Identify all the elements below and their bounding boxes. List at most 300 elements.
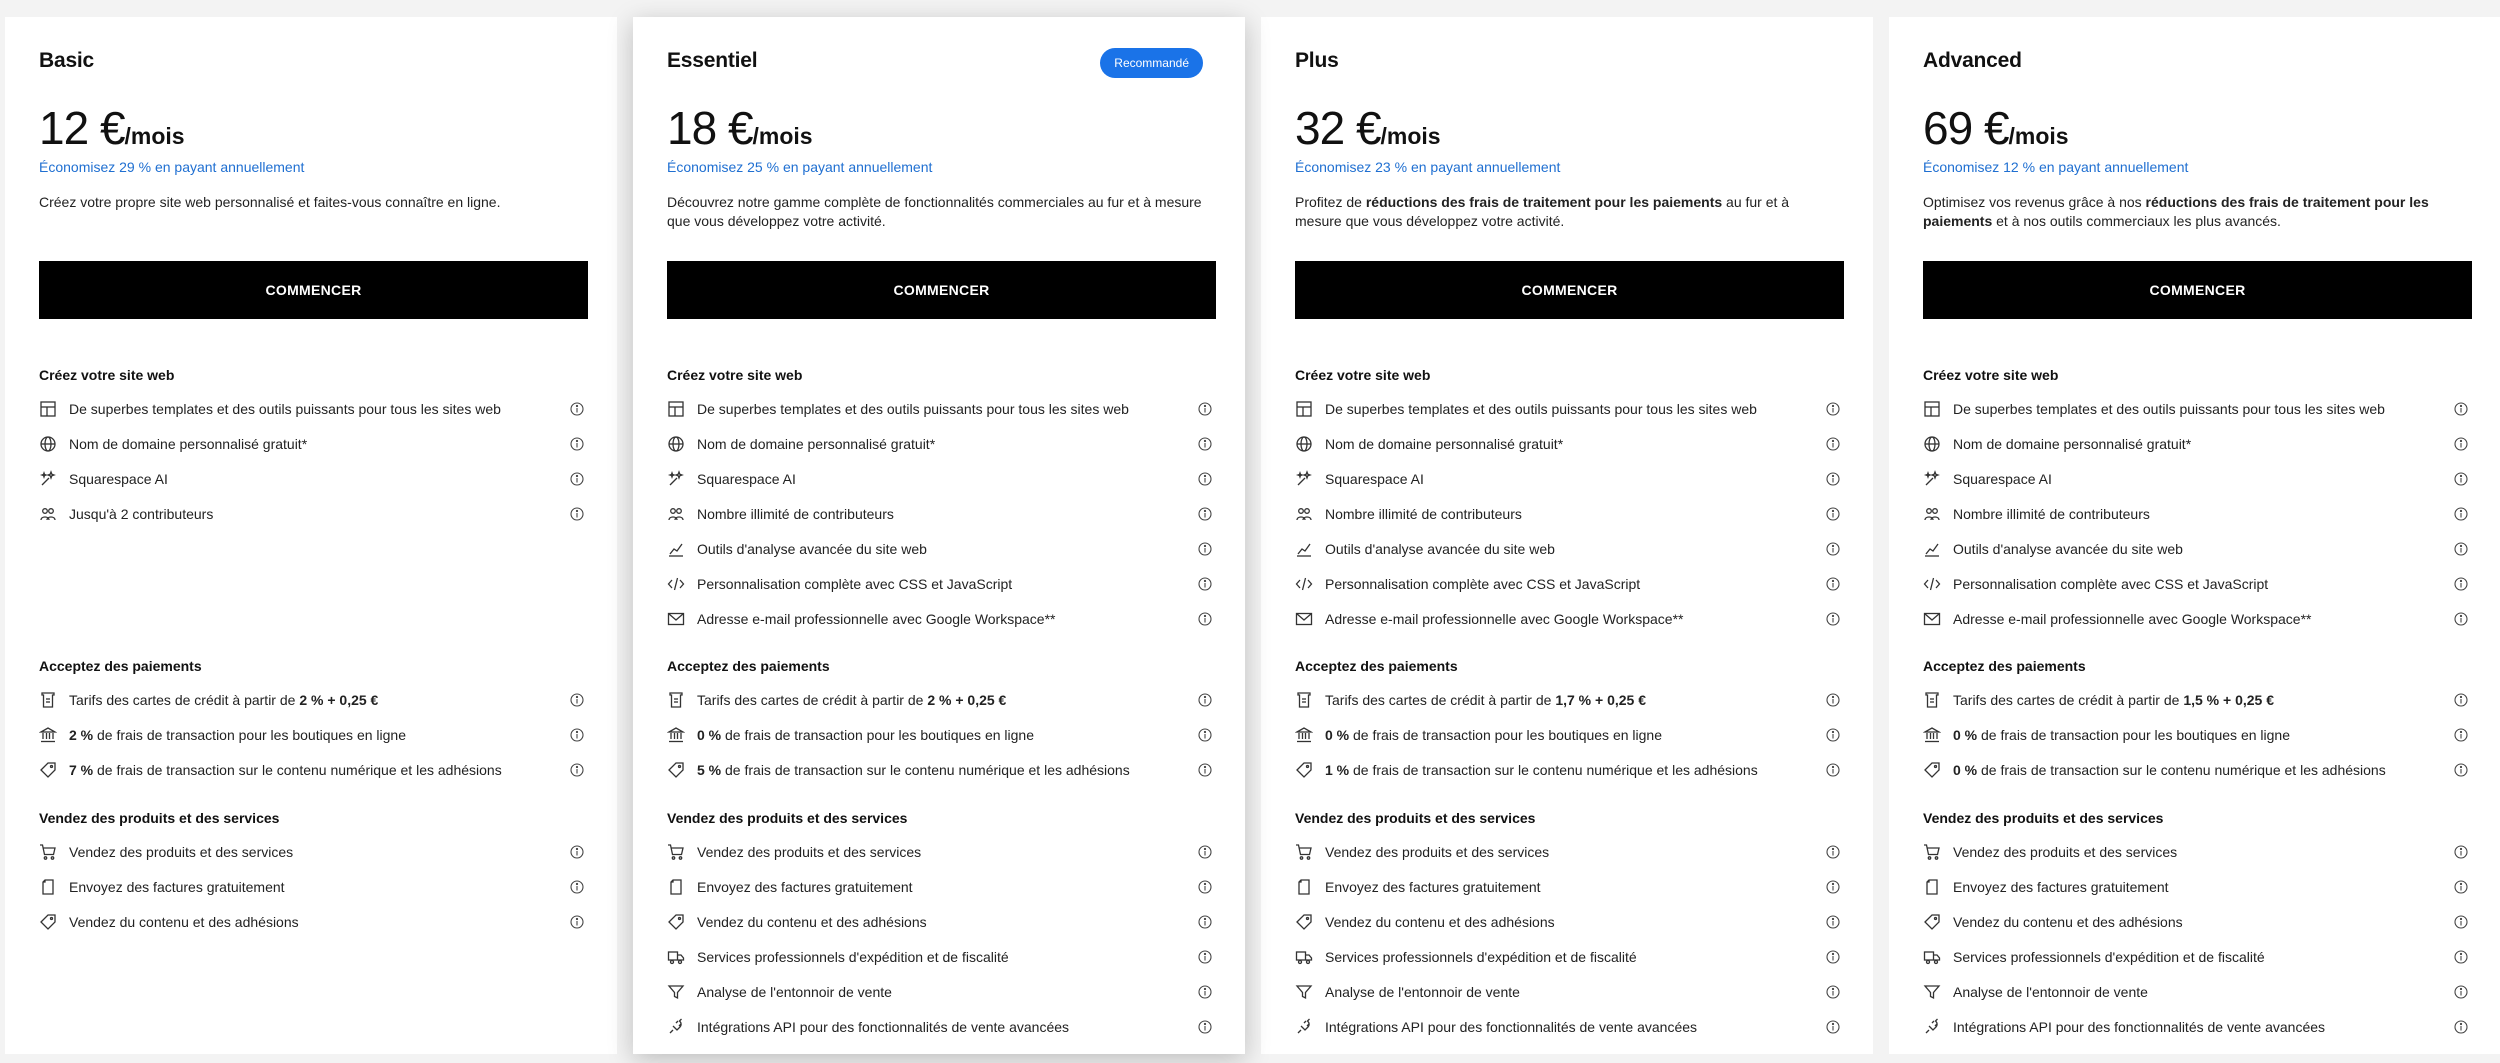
feature-section [1923,367,2472,636]
feature-item [1295,904,1844,939]
desc-text: au fur et à mesure que vous développez votre activité. [1295,194,1790,229]
info-icon[interactable] [2454,612,2468,626]
analytics-icon [667,540,685,558]
truck-icon [1295,948,1313,966]
feature-item [1295,601,1844,636]
feature-item [39,426,588,461]
feature-item [1923,461,2472,496]
feature-text: Nombre illimité de contributeurs [697,505,894,522]
feature-section [667,810,1216,1044]
feature-text-bold: 0 % [1953,726,1978,743]
users-icon [667,505,685,523]
feature-item [667,496,1216,531]
feature-text [1953,762,2454,778]
feature-text: Nom de domaine personnalisé gratuit* [697,435,936,452]
feature-section [1923,810,2472,1044]
feature-text: Analyse de l'entonnoir de vente [1325,983,1520,1000]
feature-text: Outils d'analyse avancée du site web [1325,540,1555,557]
feature-text: Nombre illimité de contributeurs [1953,505,2150,522]
section-title: Acceptez des paiements [1923,658,2086,674]
feature-text-bold: 0 % [1325,726,1350,743]
info-icon[interactable] [2454,880,2468,894]
plan-card-inner [662,17,1216,1054]
feature-item [1923,752,2472,787]
feature-item [667,391,1216,426]
plan-description [1923,193,2467,231]
info-icon[interactable] [2454,845,2468,859]
receipt-icon [667,691,685,709]
feature-item [1295,426,1844,461]
info-icon[interactable] [1826,612,1840,626]
feature-item [1295,682,1844,717]
feature-item [1923,904,2472,939]
info-icon[interactable] [1826,950,1840,964]
price-amount: 69 € [1923,102,2009,154]
feature-text-bold: 1,7 % + 0,25 € [1555,691,1647,708]
plan-card-essentiel [633,17,1245,1054]
feature-item [667,717,1216,752]
code-icon [1923,575,1941,593]
feature-item [667,974,1216,1009]
feature-text: Squarespace AI [1953,470,2052,487]
section-title: Vendez des produits et des services [1923,810,2164,826]
info-icon[interactable] [1198,950,1212,964]
info-icon[interactable] [570,693,584,707]
feature-text: Vendez des produits et des services [1953,843,2178,860]
feature-item [1295,496,1844,531]
cart-icon [667,843,685,861]
cart-icon [1295,843,1313,861]
start-button[interactable]: COMMENCER [1923,261,2472,319]
info-icon[interactable] [1826,472,1840,486]
sparkle-icon [39,470,57,488]
feature-item [1923,1009,2472,1044]
plan-price [39,101,185,155]
feature-text: Squarespace AI [1325,470,1424,487]
feature-item [1295,461,1844,496]
bank-icon [1295,726,1313,744]
feature-text-post: de frais de transaction pour les boutiques en ligne [1349,726,1662,743]
tag-icon [667,761,685,779]
info-icon[interactable] [570,763,584,777]
api-icon [1923,1018,1941,1036]
info-icon[interactable] [1198,1020,1212,1034]
feature-section [1295,658,1844,787]
section-title: Acceptez des paiements [1295,658,1458,674]
plan-description [39,193,583,212]
feature-text: Squarespace AI [697,470,796,487]
feature-text: Vendez des produits et des services [1325,843,1550,860]
feature-text: Services professionnels d'expédition et de fiscalité [697,948,1009,965]
tag-icon [1295,913,1313,931]
feature-text-post: de frais de transaction pour les boutiques en ligne [93,726,406,743]
section-title: Acceptez des paiements [667,658,830,674]
feature-text: De superbes templates et des outils puissants pour tous les sites web [697,400,1129,417]
info-icon[interactable] [1198,693,1212,707]
feature-text: Nom de domaine personnalisé gratuit* [1953,435,2192,452]
feature-item [1295,939,1844,974]
feature-text-bold: 7 % [69,761,94,778]
feature-item [667,461,1216,496]
feature-text-post: de frais de transaction sur le contenu numérique et les adhésions [721,761,1130,778]
plan-name: Plus [1295,49,1339,72]
plan-card-inner [1290,17,1844,1054]
invoice-icon [39,878,57,896]
info-icon[interactable] [2454,402,2468,416]
feature-text: Vendez du contenu et des adhésions [1325,913,1555,930]
info-icon[interactable] [570,437,584,451]
info-icon[interactable] [1826,763,1840,777]
info-icon[interactable] [1198,612,1212,626]
feature-section [1295,810,1844,1044]
code-icon [1295,575,1313,593]
feature-text: Jusqu'à 2 contributeurs [69,505,214,522]
info-icon[interactable] [1826,845,1840,859]
feature-item [39,752,588,787]
desc-bold: réductions des frais de traitement pour les paiements [1365,194,1723,210]
info-icon[interactable] [1198,542,1212,556]
info-icon[interactable] [2454,507,2468,521]
info-icon[interactable] [570,472,584,486]
feature-item [667,904,1216,939]
plan-price [1923,101,2069,155]
template-icon [1923,400,1941,418]
feature-text: Envoyez des factures gratuitement [69,878,285,895]
desc-text: Créez votre propre site web personnalisé et faites-vous connaître en ligne. [39,194,501,210]
info-icon[interactable] [570,845,584,859]
info-icon[interactable] [1198,763,1212,777]
feature-text: Adresse e-mail professionnelle avec Google Workspace** [1325,610,1684,627]
globe-icon [667,435,685,453]
funnel-icon [667,983,685,1001]
feature-text-bold: 1,5 % + 0,25 € [2183,691,2275,708]
price-period: /mois [752,123,813,149]
feature-text: Intégrations API pour des fonctionnalités de vente avancées [1325,1018,1698,1035]
feature-section [667,367,1216,636]
start-button[interactable]: COMMENCER [667,261,1216,319]
info-icon[interactable] [2454,577,2468,591]
feature-text: Nom de domaine personnalisé gratuit* [69,435,308,452]
info-icon[interactable] [2454,763,2468,777]
desc-bold: réductions des frais de traitement pour les paiements [1923,194,2429,229]
info-icon[interactable] [1826,693,1840,707]
feature-item [1295,834,1844,869]
feature-text-pre: Tarifs des cartes de crédit à partir de [697,691,928,708]
feature-text: Adresse e-mail professionnelle avec Google Workspace** [1953,610,2312,627]
users-icon [39,505,57,523]
info-icon[interactable] [1826,985,1840,999]
feature-text: Vendez du contenu et des adhésions [697,913,927,930]
feature-text: Outils d'analyse avancée du site web [1953,540,2183,557]
feature-text: Intégrations API pour des fonctionnalités de vente avancées [697,1018,1070,1035]
feature-text-bold: 2 % + 0,25 € [927,691,1007,708]
tag-icon [39,913,57,931]
feature-text-bold: 2 % [69,726,94,743]
users-icon [1295,505,1313,523]
tag-icon [1923,913,1941,931]
info-icon[interactable] [570,880,584,894]
template-icon [39,400,57,418]
feature-text: Vendez des produits et des services [697,843,922,860]
sparkle-icon [1295,470,1313,488]
api-icon [667,1018,685,1036]
feature-text: Vendez des produits et des services [69,843,294,860]
annual-saving-text: Économisez 23 % en payant annuellement [1295,159,1561,175]
info-icon[interactable] [1826,437,1840,451]
feature-text [697,762,1198,778]
start-button[interactable]: COMMENCER [39,261,588,319]
feature-item [39,717,588,752]
plan-name: Advanced [1923,49,2022,72]
feature-text: Personnalisation complète avec CSS et JavaScript [1325,575,1641,592]
feature-item [667,682,1216,717]
info-icon[interactable] [1198,845,1212,859]
annual-saving-text: Économisez 25 % en payant annuellement [667,159,933,175]
info-icon[interactable] [1198,915,1212,929]
feature-item [667,531,1216,566]
feature-text: Nombre illimité de contributeurs [1325,505,1522,522]
mail-icon [1923,610,1941,628]
info-icon[interactable] [1826,577,1840,591]
feature-item [667,752,1216,787]
tag-icon [667,913,685,931]
info-icon[interactable] [2454,472,2468,486]
info-icon[interactable] [1826,542,1840,556]
info-icon[interactable] [1198,472,1212,486]
section-title: Vendez des produits et des services [667,810,908,826]
plan-card-inner [34,17,588,1054]
feature-text [1325,727,1826,743]
feature-item [1923,939,2472,974]
feature-text: Squarespace AI [69,470,168,487]
info-icon[interactable] [1826,1020,1840,1034]
feature-text [1953,727,2454,743]
info-icon[interactable] [570,728,584,742]
receipt-icon [1295,691,1313,709]
tag-icon [1295,761,1313,779]
info-icon[interactable] [1198,985,1212,999]
feature-text-post: de frais de transaction pour les boutiques en ligne [721,726,1034,743]
feature-text: Analyse de l'entonnoir de vente [697,983,892,1000]
desc-text: et à nos outils commerciaux les plus avancés. [1992,213,2281,229]
feature-item [1923,531,2472,566]
feature-item [39,682,588,717]
plan-name: Essentiel [667,49,758,72]
section-title: Créez votre site web [1923,367,2059,383]
invoice-icon [1295,878,1313,896]
info-icon[interactable] [570,915,584,929]
feature-text [1953,692,2454,708]
feature-item [1295,531,1844,566]
feature-item [667,869,1216,904]
annual-saving-text: Économisez 29 % en payant annuellement [39,159,305,175]
truck-icon [667,948,685,966]
feature-item [1295,1009,1844,1044]
feature-section [1295,367,1844,636]
feature-text-bold: 5 % [697,761,722,778]
plan-name: Basic [39,49,95,72]
analytics-icon [1295,540,1313,558]
feature-text-post: de frais de transaction pour les boutiques en ligne [1977,726,2290,743]
feature-text-pre: Tarifs des cartes de crédit à partir de [1953,691,2184,708]
feature-text: Nom de domaine personnalisé gratuit* [1325,435,1564,452]
feature-item [667,1009,1216,1044]
price-period: /mois [2008,123,2069,149]
feature-text: Services professionnels d'expédition et de fiscalité [1953,948,2265,965]
feature-item [39,869,588,904]
feature-item [1923,974,2472,1009]
feature-text: De superbes templates et des outils puissants pour tous les sites web [1953,400,2385,417]
feature-text: Personnalisation complète avec CSS et JavaScript [697,575,1013,592]
info-icon[interactable] [2454,728,2468,742]
start-button[interactable]: COMMENCER [1295,261,1844,319]
feature-item [667,834,1216,869]
feature-text [69,727,570,743]
section-title: Créez votre site web [667,367,803,383]
feature-item [1295,717,1844,752]
receipt-icon [39,691,57,709]
info-icon[interactable] [2454,542,2468,556]
cart-icon [1923,843,1941,861]
info-icon[interactable] [1198,507,1212,521]
feature-item [39,496,588,531]
api-icon [1295,1018,1313,1036]
info-icon[interactable] [1826,915,1840,929]
invoice-icon [667,878,685,896]
receipt-icon [1923,691,1941,709]
plan-card-advanced [1889,17,2500,1054]
info-icon[interactable] [1198,880,1212,894]
feature-text-post: de frais de transaction sur le contenu numérique et les adhésions [1349,761,1758,778]
feature-item [39,904,588,939]
info-icon[interactable] [2454,1020,2468,1034]
feature-text [1325,692,1826,708]
feature-item [1923,601,2472,636]
section-title: Créez votre site web [1295,367,1431,383]
plan-description [1295,193,1839,231]
info-icon[interactable] [1826,728,1840,742]
feature-item [667,426,1216,461]
feature-section [39,658,588,787]
feature-section [667,658,1216,787]
code-icon [667,575,685,593]
truck-icon [1923,948,1941,966]
tag-icon [1923,761,1941,779]
info-icon[interactable] [2454,693,2468,707]
feature-text: Personnalisation complète avec CSS et JavaScript [1953,575,2269,592]
feature-text [1325,762,1826,778]
sparkle-icon [667,470,685,488]
info-icon[interactable] [1826,402,1840,416]
feature-item [1923,834,2472,869]
desc-text: Découvrez notre gamme complète de fonctionnalités commerciales au fur et à mesure que vous développez votre activité. [667,194,1202,229]
feature-item [1923,717,2472,752]
globe-icon [1923,435,1941,453]
plan-price [1295,101,1441,155]
globe-icon [39,435,57,453]
feature-text [697,692,1198,708]
feature-text-bold: 2 % + 0,25 € [299,691,379,708]
feature-item [1923,566,2472,601]
info-icon[interactable] [2454,437,2468,451]
feature-item [1295,869,1844,904]
feature-text-post: de frais de transaction sur le contenu numérique et les adhésions [93,761,502,778]
feature-item [1923,869,2472,904]
feature-text: Envoyez des factures gratuitement [1953,878,2169,895]
info-icon[interactable] [1198,577,1212,591]
tag-icon [39,761,57,779]
feature-section [39,810,588,939]
feature-text: Envoyez des factures gratuitement [1325,878,1541,895]
info-icon[interactable] [570,507,584,521]
feature-text [697,727,1198,743]
mail-icon [1295,610,1313,628]
invoice-icon [1923,878,1941,896]
plan-description [667,193,1211,231]
feature-item [1923,682,2472,717]
template-icon [667,400,685,418]
feature-text: De superbes templates et des outils puissants pour tous les sites web [69,400,501,417]
users-icon [1923,505,1941,523]
analytics-icon [1923,540,1941,558]
price-amount: 32 € [1295,102,1381,154]
feature-text-post: de frais de transaction sur le contenu numérique et les adhésions [1977,761,2386,778]
feature-item [39,461,588,496]
price-period: /mois [1380,123,1441,149]
section-title: Vendez des produits et des services [39,810,280,826]
feature-text: Vendez du contenu et des adhésions [69,913,299,930]
feature-item [1295,566,1844,601]
info-icon[interactable] [2454,915,2468,929]
info-icon[interactable] [570,402,584,416]
funnel-icon [1923,983,1941,1001]
feature-item [1295,974,1844,1009]
info-icon[interactable] [1198,728,1212,742]
price-period: /mois [124,123,185,149]
desc-text: Profitez de [1295,194,1366,210]
info-icon[interactable] [1826,880,1840,894]
info-icon[interactable] [1198,437,1212,451]
cart-icon [39,843,57,861]
feature-text: Adresse e-mail professionnelle avec Google Workspace** [697,610,1056,627]
info-icon[interactable] [1198,402,1212,416]
feature-text-bold: 0 % [1953,761,1978,778]
info-icon[interactable] [1826,507,1840,521]
feature-text: Intégrations API pour des fonctionnalités de vente avancées [1953,1018,2326,1035]
plan-card-plus [1261,17,1873,1054]
feature-item [667,939,1216,974]
recommended-badge: Recommandé [1100,48,1203,78]
globe-icon [1295,435,1313,453]
section-title: Créez votre site web [39,367,175,383]
plan-price [667,101,813,155]
feature-text: Vendez du contenu et des adhésions [1953,913,2183,930]
feature-text-pre: Tarifs des cartes de crédit à partir de [1325,691,1556,708]
funnel-icon [1295,983,1313,1001]
feature-text [69,762,570,778]
feature-item [39,391,588,426]
info-icon[interactable] [2454,950,2468,964]
feature-item [39,834,588,869]
feature-item [1923,426,2472,461]
annual-saving-text: Économisez 12 % en payant annuellement [1923,159,2189,175]
feature-section [39,367,588,531]
plan-card-inner [1918,17,2472,1054]
feature-section [1923,658,2472,787]
section-title: Acceptez des paiements [39,658,202,674]
info-icon[interactable] [2454,985,2468,999]
feature-text: Outils d'analyse avancée du site web [697,540,927,557]
